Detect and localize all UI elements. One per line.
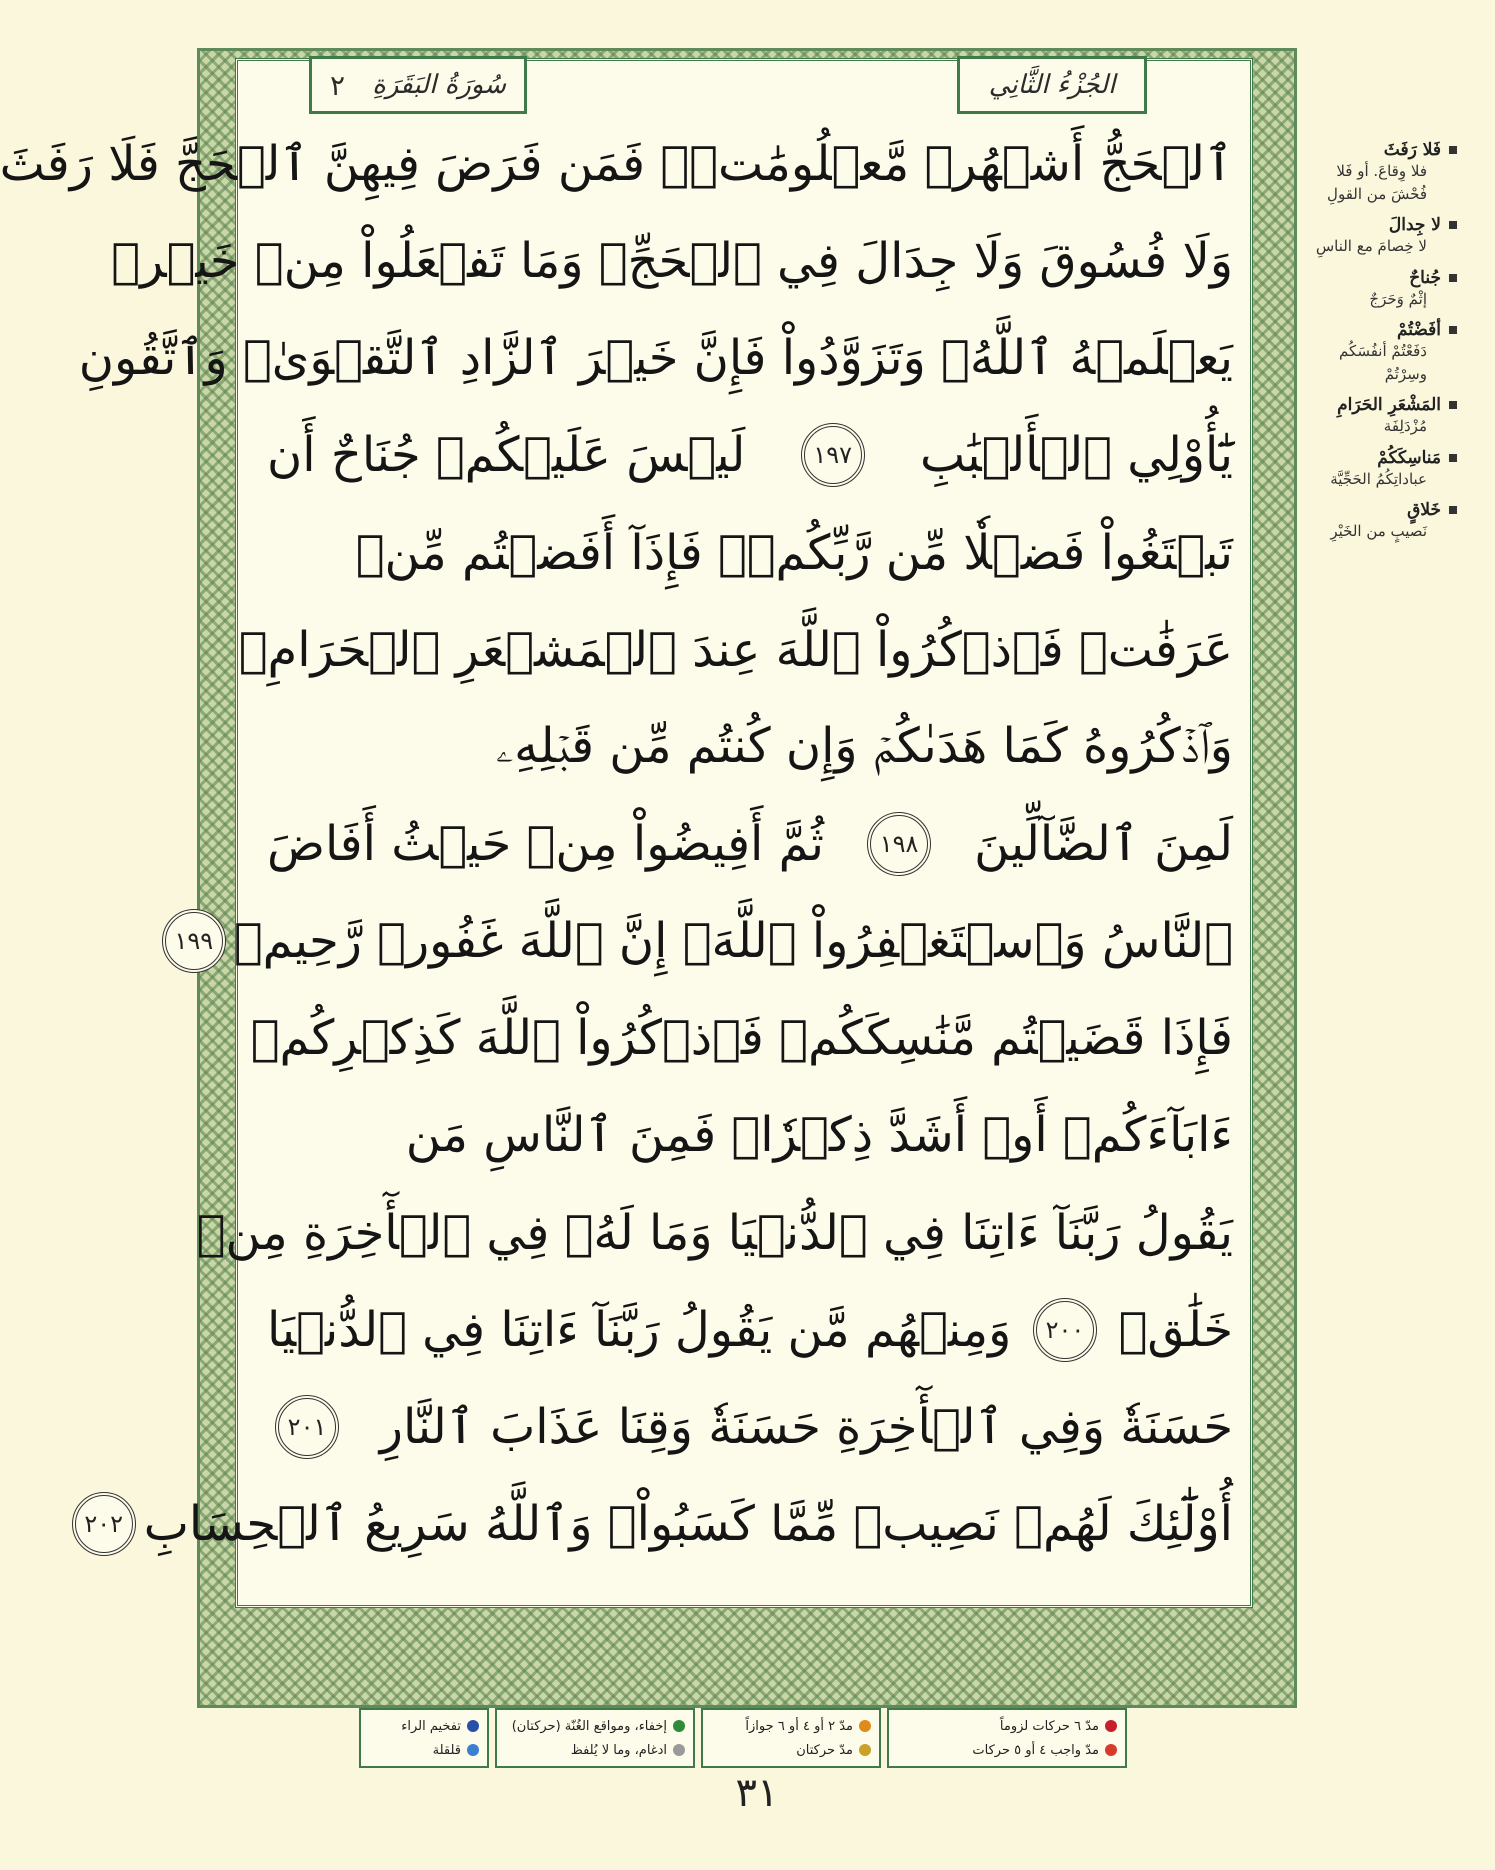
bullet-square-icon	[1449, 146, 1457, 154]
verse-line: يَعۡلَمۡهُ ٱللَّهُۗ وَتَزَوَّدُواْ فَإِنَّ خَيۡرَ ٱلزَّادِ ٱلتَّقۡوَىٰۖ وَٱتَّقُونِ	[78, 330, 1233, 387]
color-dot-icon	[859, 1720, 871, 1732]
page-number: ٣١	[735, 1770, 779, 1816]
legend-column: إخفاء، ومواقع الغُنّة (حركتان) ادغام، وما لا يُلفظ	[495, 1708, 695, 1768]
bullet-square-icon	[1449, 326, 1457, 334]
juz-header	[957, 56, 1147, 114]
color-dot-icon	[1105, 1744, 1117, 1756]
sura-number: ٢	[330, 68, 346, 102]
bullet-square-icon	[1449, 454, 1457, 462]
verse-line: ٱلۡحَجُّ أَشۡهُرٞ مَّعۡلُومَٰتٞۚ فَمَن فَرَضَ فِيهِنَّ ٱلۡحَجَّ فَلَا رَفَثَ	[0, 136, 1233, 192]
color-dot-icon	[467, 1744, 479, 1756]
ayah-marker-199: ١٩٩	[162, 909, 226, 973]
verse-line: تَبۡتَغُواْ فَضۡلٗا مِّن رَّبِّكُمۡۚ فَإِذَآ أَفَضۡتُم مِّنۡ	[355, 524, 1233, 581]
verse-line: عَرَفَٰتٖ فَٱذۡكُرُواْ ٱللَّهَ عِندَ ٱلۡمَشۡعَرِ ٱلۡحَرَامِۖ	[238, 621, 1233, 678]
color-dot-icon	[467, 1720, 479, 1732]
verse-line: ٱلنَّاسُ وَٱسۡتَغۡفِرُواْ ٱللَّهَۚ إِنَّ ٱللَّهَ غَفُورٞ رَّحِيمٞ ١٩٩	[267, 901, 1233, 981]
ayah-marker-202: ٢٠٢	[72, 1492, 136, 1556]
bullet-square-icon	[1449, 506, 1457, 514]
verse-line: فَإِذَا قَضَيۡتُم مَّنَٰسِكَكُمۡ فَٱذۡكُرُواْ ٱللَّهَ كَذِكۡرِكُمۡ	[250, 1010, 1233, 1067]
bullet-square-icon	[1449, 274, 1457, 282]
color-dot-icon	[1105, 1720, 1117, 1732]
bullet-square-icon	[1449, 221, 1457, 229]
sura-name: سُورَةُ البَقَرَةِ	[372, 70, 506, 100]
ayah-marker-197: ١٩٧	[801, 423, 865, 487]
color-dot-icon	[859, 1744, 871, 1756]
glossary-entry: مَناسِكَكُمْ عباداتِكُمُ الحَجِّيَّة	[1307, 448, 1457, 491]
verse-line: وَٱذۡكُرُوهُ كَمَا هَدَىٰكُمۡ وَإِن كُنتُم مِّن قَبۡلِهِۦ	[495, 718, 1233, 775]
quran-text	[0, 124, 1233, 1564]
verse-line: وَلَا فُسُوقَ وَلَا جِدَالَ فِي ٱلۡحَجِّۗ وَمَا تَفۡعَلُواْ مِنۡ خَيۡرٖ	[111, 233, 1233, 290]
glossary-entry: المَشْعَرِ الحَرَامِ مُزْدَلِفَة	[1307, 395, 1457, 438]
glossary-entry: جُناحٌ إثْمٌ وَحَرَجٌ	[1307, 268, 1457, 311]
legend-column: تفخيم الراء قلقلة	[359, 1708, 489, 1768]
verse-line: ءَابَآءَكُمۡ أَوۡ أَشَدَّ ذِكۡرٗاۗ فَمِنَ ٱلنَّاسِ مَن	[405, 1107, 1233, 1164]
color-dot-icon	[673, 1720, 685, 1732]
color-dot-icon	[673, 1744, 685, 1756]
verse-line: حَسَنَةٗ وَفِي ٱلۡأٓخِرَةِ حَسَنَةٗ وَقِنَا عَذَابَ ٱلنَّارِ ٢٠١	[267, 1387, 1233, 1467]
legend-column: مدّ ٢ أو ٤ أو ٦ جوازاً مدّ حركتان	[701, 1708, 881, 1768]
bullet-square-icon	[1449, 401, 1457, 409]
glossary-sidebar	[1307, 140, 1457, 1000]
tajweed-legend	[347, 1708, 1127, 1768]
verse-line: خَلَٰقٖ ٢٠٠ وَمِنۡهُم مَّن يَقُولُ رَبَّنَآ ءَاتِنَا فِي ٱلدُّنۡيَا	[267, 1290, 1233, 1370]
glossary-entry: لا جِدالَ لا خِصامَ مع الناسِ	[1307, 215, 1457, 258]
ayah-marker-198: ١٩٨	[867, 812, 931, 876]
ayah-marker-201: ٢٠١	[275, 1395, 339, 1459]
juz-name: الجُزْءُ الثَّانِي	[988, 70, 1116, 100]
glossary-entry: أفَضْتُمْ دَفَعْتُمْ أنفُسَكُم وسِرْتُمْ	[1307, 320, 1457, 385]
verse-line: أُوْلَٰٓئِكَ لَهُمۡ نَصِيبٞ مِّمَّا كَسَبُواْۚ وَٱللَّهُ سَرِيعُ ٱلۡحِسَابِ ٢٠٢	[267, 1484, 1233, 1564]
ayah-marker-200: ٢٠٠	[1033, 1298, 1097, 1362]
glossary-entry: فَلا رَفَثَ فلا وِقاعَ. أو فَلا فُحْشَ من القولِ	[1307, 140, 1457, 205]
sura-header	[309, 56, 527, 114]
verse-line: يَقُولُ رَبَّنَآ ءَاتِنَا فِي ٱلدُّنۡيَا وَمَا لَهُۥ فِي ٱلۡأٓخِرَةِ مِنۡ	[196, 1204, 1233, 1261]
verse-line: لَمِنَ ٱلضَّآلِّينَ ١٩٨ ثُمَّ أَفِيضُواْ مِنۡ حَيۡثُ أَفَاضَ	[267, 804, 1233, 884]
legend-column: مدّ ٦ حركات لزوماً مدّ واجب ٤ أو ٥ حركات	[887, 1708, 1127, 1768]
glossary-entry: خَلاقٍ نَصيبٍ من الخَيْرِ	[1307, 500, 1457, 543]
verse-line: يَٰٓأُوْلِي ٱلۡأَلۡبَٰبِ ١٩٧ لَيۡسَ عَلَيۡكُمۡ جُنَاحٌ أَن	[267, 415, 1233, 495]
